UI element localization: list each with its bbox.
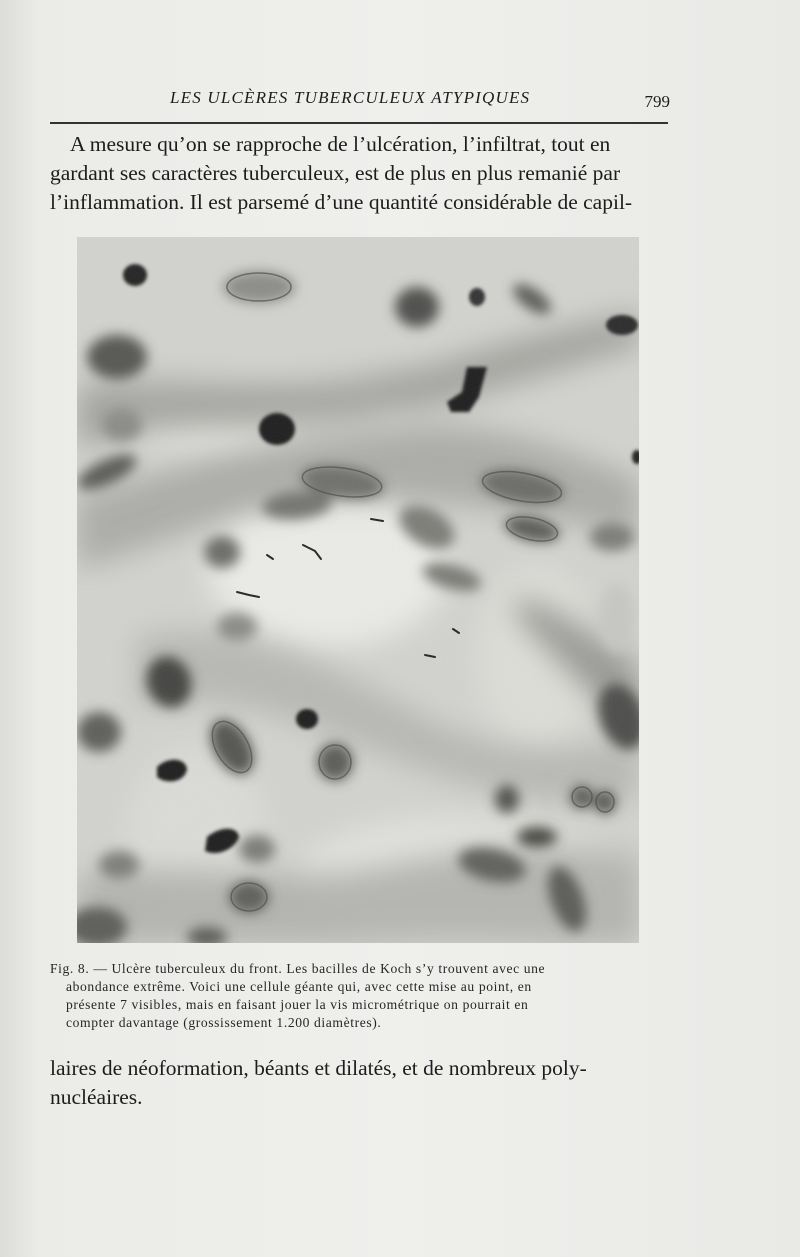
text-line: l’inflammation. Il est parsemé d’une quantité considérable de capil- <box>50 190 633 214</box>
caption-line: abondance extrême. Voici une cellule géante qui, avec cette mise au point, en <box>66 979 532 994</box>
page-header <box>50 86 670 116</box>
micrograph-figure <box>77 237 639 943</box>
text-line: gardant ses caractères tuberculeux, est de plus en plus remanié par <box>50 161 621 185</box>
micrograph-image <box>77 237 639 943</box>
caption-line: compter davantage (grossissement 1.200 diamètres). <box>66 1015 382 1030</box>
figure-caption <box>50 960 668 1032</box>
running-title: LES ULCÈRES TUBERCULEUX ATYPIQUES <box>170 88 531 107</box>
caption-line: Fig. 8. — Ulcère tuberculeux du front. Les bacilles de Koch s’y trouvent avec une <box>50 961 546 976</box>
text-line: A mesure qu’on se rapproche de l’ulcération, l’infiltrat, tout en <box>70 132 611 156</box>
text-line: laires de néoformation, béants et dilatés, et de nombreux poly- <box>50 1056 587 1080</box>
text-line: nucléaires. <box>50 1085 143 1109</box>
page-number: 799 <box>644 92 670 111</box>
paragraph-top <box>50 130 668 217</box>
caption-line: présente 7 visibles, mais en faisant jouer la vis micrométrique on pourrait en <box>66 997 529 1012</box>
header-rule <box>50 122 668 124</box>
paragraph-bottom <box>50 1054 668 1112</box>
